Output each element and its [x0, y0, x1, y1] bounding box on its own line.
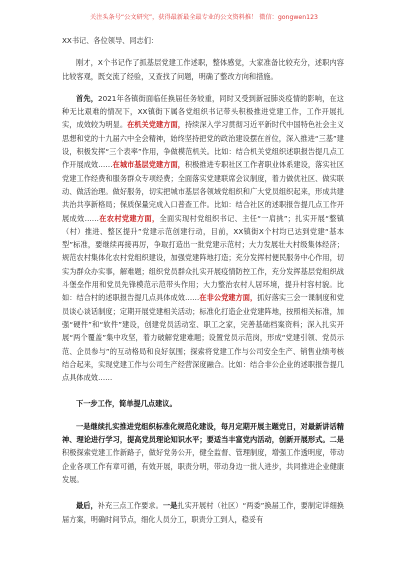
highlight-organ-party: 在机关党建方面， — [127, 120, 185, 130]
intro-paragraph: 刚才，X个书记作了抓基层党建工作述职，整体感觉，大家准备比较充分，述职内容比较客观，既交流了经验，又查找了问题，明确了整改方向和措施。 — [62, 58, 344, 81]
lead-first: 首先， — [76, 93, 99, 103]
promo-banner[interactable]: 关注头条号“公文研究”，获得最新最全最专业的公文资料推！ 微信：gongwen123 — [90, 14, 318, 21]
highlight-rural-party: 在农村党建方面， — [98, 213, 160, 223]
next-steps-heading: 下一步工作，简单提几点建议。 — [76, 399, 177, 409]
suggestions-paragraph: 一是继续扎实推进党组织标准化规范化建设，每月定期开展主题党日，对最新讲话精神、理论进行学习，提高党员理论知识水平；要适当丰富党内活动，创新开展形式。二是积极探索党建工作新路子，做好党务公开，健全监督、管理制度，增强工作透明度，带动企业各项工作有章可循，有效开展，职责分明，带动身边一批人进步，共同推进企业健康发展。 — [62, 421, 344, 484]
highlight-nonpublic-party: 在非公党建方面， — [199, 293, 258, 303]
salutation: XX书记、各位领导、同志们： — [62, 36, 159, 45]
requirements-paragraph: 最后，补充三点工作要求。一是扎实开展村（社区）“两委”换届工作，要制定详细换届方案，明确时间节点，细化人员分工，职责分工到人，稳妥有 — [62, 501, 344, 524]
speech-document — [62, 34, 344, 526]
achievements-paragraph: 首先，2021年各镇街面临任换届任务较重，同时又受到新冠肺炎疫情的影响，在这种无比艰难的情况下，XX镇街下属各党组织书记带头积极推进党建工作，工作开展扎实，成效较为明显。在机关党建方面，持续深入学习贯彻习近平新时代中国特色社会主义思想和党的十九届六中全会精神，始终坚持把党的政治建设摆在首位，深入推进“三基”建设，积极发挥“三个表率”作用，争做模范机关。比如：结合机关党组织述职报告提几点工作开展成效……在城市基层党建方面，积极推进专职社区工作者职业体系建设，落实社区党建工作经费和服务群众专项经费；全面落实党建联席会议制度，着力做优社区、做实联动、做活治理。做好服务，切实把城市基层各领域党组织和广大党员组织起来，形成共建共治共享新格局；保质保量完成入口普查工作。比如：结合社区的述职报告提几点工作开展成效……在农村党建方面，全面实现村党组织书记、主任“一肩挑”；扎实开展“整镇（村）推进、整区提升”党建示范创建行动，目前，XX镇街X个村均已达到党建“基本型”标准，要继续再接再厉，争取打造出一批党建示范村；大力发展壮大村级集体经济；规范农村集体化农村党组织建设，加强党建阵地打造；充分发挥村便民服务中心作用，切实为群众办实事，解难题；组织党员群众扎实开展疫情防控工作，充分发挥基层党组织战斗堡垒作用和党员先锋模范示范带头作用；大力整治农村人居环境，提升村容村貌。比如：结合村的述职报告提几点具体成效……在非公党建方面，抓好落实三会一课制度和党员谈心谈话制度；定期开展党建相关活动；标准化打造企业党建阵地，按照相关标准，加强“硬件”和“软件”建设，创建党员活动室、职工之家，完善基础档案资料；深入扎实开展“两个覆盖”集中攻坚，着力破解党建难题；设置党员示范岗，形成“党建引领、党员示范、企员参与”的互动格局和良好氛围；探索将党建工作与公司安全生产、销售业绩考核结合起来，实现党建工作与公司生产经营深度融合。比如：结合非公企业的述职报告提几点具体成效…… — [62, 93, 344, 383]
highlight-urban-party: 在城市基层党建方面， — [112, 160, 185, 170]
